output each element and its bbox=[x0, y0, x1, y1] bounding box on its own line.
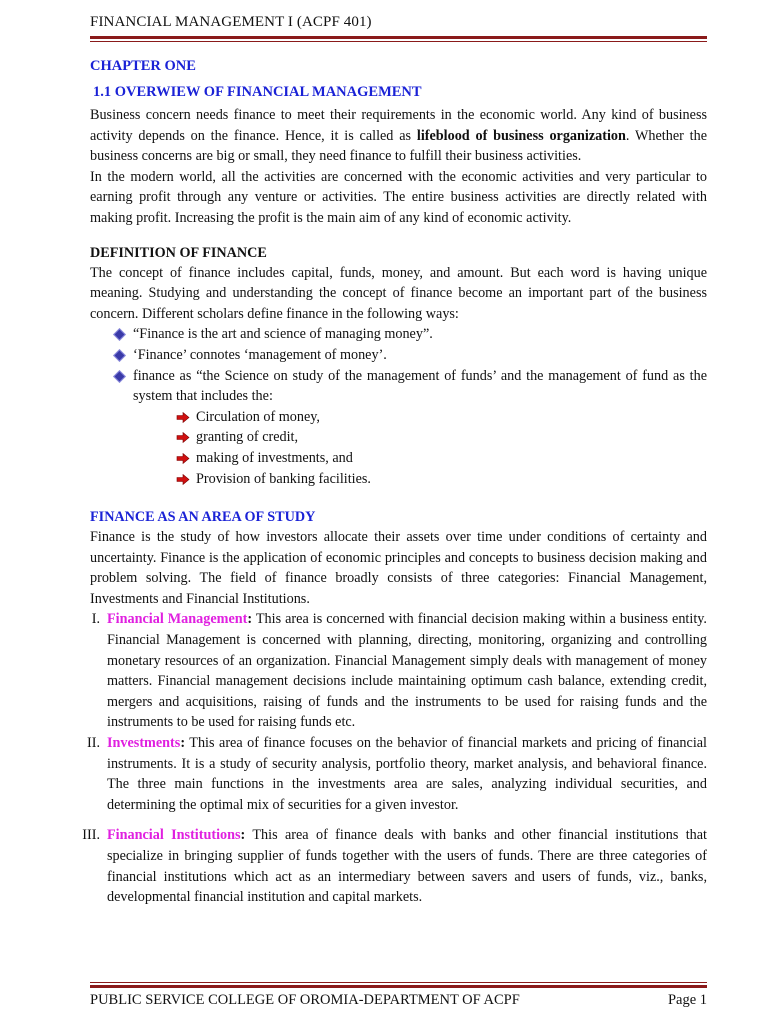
diamond-bullet-icon bbox=[113, 370, 126, 383]
red-arrow-icon bbox=[176, 432, 190, 443]
red-arrow-icon bbox=[176, 453, 190, 464]
header-rule-thin bbox=[90, 41, 707, 42]
list-item: “Finance is the art and science of managing money”. bbox=[115, 324, 707, 345]
list-item: II. Investments: This area of finance focuses on the behavior of financial markets and pricing of financial instruments. It is a study of security analysis, portfolio theory, market analysis, and behavioral finance. The three main functions in the investments area are sales, analyzing individual securities, and determining the optimal mix of securities for a given investor. bbox=[90, 733, 707, 815]
area-of-study-heading: FINANCE AS AN AREA OF STUDY bbox=[90, 509, 316, 526]
fund-system-list bbox=[133, 407, 707, 489]
red-arrow-icon bbox=[176, 474, 190, 485]
diamond-bullet-icon bbox=[113, 328, 126, 341]
list-item: ‘Finance’ connotes ‘management of money’. bbox=[115, 345, 707, 366]
list-item: I. Financial Management: This area is concerned with financial decision making within a business entity. Financial Management is concerned with planning, directing, monitoring, organizing and controlling monetary resources of an organization. Financial Management simply deals with management of money matters. Financial management decisions include maintaining optimum cash balance, extending credit, mergers and acquisitions, raising of funds and the instruments to be used for raising funds and the instruments to be used for raising funds etc. bbox=[90, 609, 707, 733]
area-of-study-paragraph: Finance is the study of how investors allocate their assets over time under conditions of certainty and uncertainty. Finance is the application of economic principles and concepts to business decision making and problem solving. The field of finance broadly consists of three categories: Financial Management, Investments and Financial Institutions. bbox=[90, 529, 707, 607]
list-item: granting of credit, bbox=[173, 427, 707, 448]
running-footer: PUBLIC SERVICE COLLEGE OF OROMIA-DEPARTMENT OF ACPF bbox=[90, 992, 520, 1008]
roman-numeral: II. bbox=[87, 735, 100, 752]
page-number: Page 1 bbox=[667, 992, 707, 1008]
running-header: FINANCIAL MANAGEMENT I (ACPF 401) bbox=[90, 14, 372, 30]
footer-rule bbox=[90, 985, 707, 988]
list-item: Provision of banking facilities. bbox=[173, 469, 707, 490]
list-item: Circulation of money, bbox=[173, 407, 707, 428]
footer-rule-thin bbox=[90, 982, 707, 983]
diamond-bullet-icon bbox=[113, 349, 126, 362]
finance-categories-list bbox=[82, 609, 707, 907]
roman-numeral: I. bbox=[91, 611, 100, 628]
definition-paragraph: The concept of finance includes capital, funds, money, and amount. But each word is having unique meaning. Studying and understanding the concept of finance become an important part of the business concern. Different scholars define finance in the following ways: bbox=[90, 264, 707, 322]
intro-paragraph-1: Business concern needs finance to meet their requirements in the economic world. Any kind of business activity depends on the finance. Hence, it is called as lifeblood of business organization. Whether the business concerns are big or small, they need finance to fulfill their business activities. bbox=[90, 107, 708, 165]
roman-numeral: III. bbox=[82, 827, 100, 844]
header-rule bbox=[90, 36, 707, 39]
category-title: Investments bbox=[107, 735, 181, 752]
list-item: finance as “the Science on study of the management of funds’ and the management of fund as the system that includes the: Circulation of money, granting of credit, making of investments, and Provision of banking facilities. bbox=[115, 366, 707, 490]
chapter-title: CHAPTER ONE bbox=[90, 58, 196, 74]
category-title: Financial Institutions bbox=[107, 827, 241, 844]
page-body bbox=[82, 57, 708, 908]
lifeblood-emphasis: lifeblood of business organization bbox=[416, 127, 626, 144]
section-title: 1.1 OVERWIEW OF FINANCIAL MANAGEMENT bbox=[93, 84, 422, 100]
definition-list bbox=[90, 324, 707, 489]
red-arrow-icon bbox=[176, 412, 190, 423]
list-item: III. Financial Institutions: This area of finance deals with banks and other financial institutions that specialize in bringing supplier of funds together with the users of funds. There are three categories of financial institutions which act as an intermediary between savers and users of funds, viz., banks, developmental financial institution and capital markets. bbox=[90, 825, 707, 907]
definition-heading: DEFINITION OF FINANCE bbox=[90, 244, 267, 261]
intro-paragraph-2: In the modern world, all the activities are concerned with the economic activities and very particular to earning profit through any venture or activities. The entire business activities are directly related with making profit. Increasing the profit is the main aim of any kind of economic activity. bbox=[90, 168, 707, 226]
category-title: Financial Management bbox=[107, 611, 248, 628]
list-item: making of investments, and bbox=[173, 448, 707, 469]
